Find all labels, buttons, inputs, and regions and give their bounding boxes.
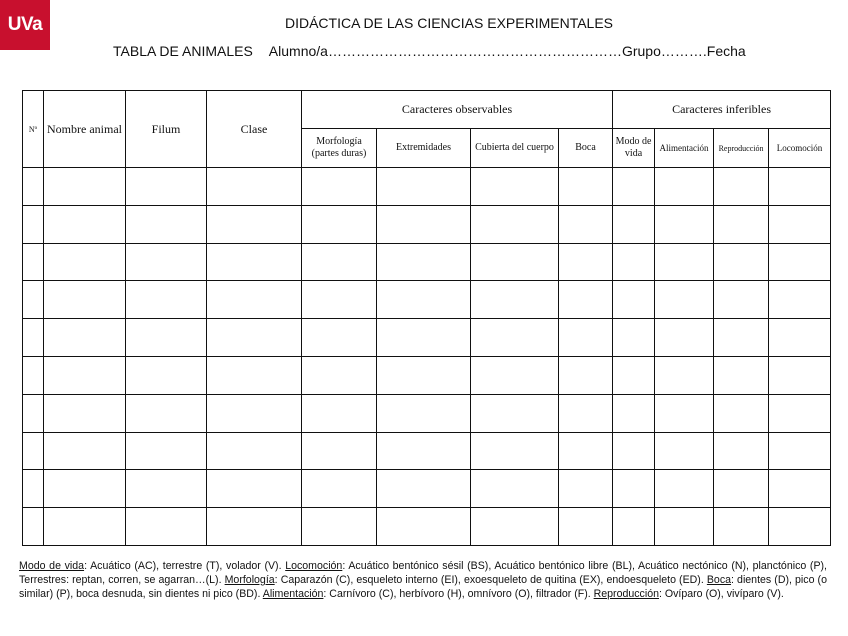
table-cell[interactable] <box>207 281 302 319</box>
table-cell[interactable] <box>207 243 302 281</box>
table-cell[interactable] <box>207 508 302 546</box>
table-cell[interactable] <box>126 470 207 508</box>
table-cell[interactable] <box>559 319 613 357</box>
table-cell[interactable] <box>714 281 769 319</box>
legend-modo-text: : Acuático (AC), terrestre (T), volador (V). <box>84 560 286 572</box>
table-cell[interactable] <box>23 243 44 281</box>
table-cell[interactable] <box>44 508 126 546</box>
table-cell[interactable] <box>207 168 302 206</box>
col-header-locomocion: Locomoción <box>769 129 831 168</box>
table-cell[interactable] <box>377 356 471 394</box>
table-cell[interactable] <box>44 243 126 281</box>
table-cell[interactable] <box>126 356 207 394</box>
table-cell[interactable] <box>377 508 471 546</box>
table-row <box>23 319 831 357</box>
table-cell[interactable] <box>471 356 559 394</box>
table-cell[interactable] <box>471 281 559 319</box>
group-header-observables: Caracteres observables <box>302 91 613 129</box>
table-cell[interactable] <box>471 432 559 470</box>
table-cell[interactable] <box>302 394 377 432</box>
table-body <box>23 168 831 546</box>
col-header-reproduccion: Reproducción <box>714 129 769 168</box>
table-cell[interactable] <box>126 168 207 206</box>
table-cell[interactable] <box>23 470 44 508</box>
table-cell[interactable] <box>769 205 831 243</box>
table-cell[interactable] <box>302 243 377 281</box>
table-cell[interactable] <box>714 319 769 357</box>
student-field-dots: ……………………………………………………… <box>327 43 622 59</box>
legend-reproduccion-text: : Ovíparo (O), vivíparo (V). <box>659 587 784 600</box>
col-header-nombre: Nombre animal <box>44 91 126 168</box>
table-cell[interactable] <box>559 394 613 432</box>
table-cell[interactable] <box>377 470 471 508</box>
table-cell[interactable] <box>302 508 377 546</box>
col-header-boca: Boca <box>559 129 613 168</box>
col-header-modo-vida: Modo de vida <box>613 129 655 168</box>
table-cell[interactable] <box>126 281 207 319</box>
legend-boca-text: : dientes (D), pico (o similar) (P), boca desnuda, sin dientes ni pico (BD). <box>19 573 827 600</box>
table-cell[interactable] <box>714 205 769 243</box>
table-cell[interactable] <box>613 281 655 319</box>
table-cell[interactable] <box>613 168 655 206</box>
table-cell[interactable] <box>769 470 831 508</box>
table-cell[interactable] <box>207 356 302 394</box>
table-cell[interactable] <box>613 356 655 394</box>
table-cell[interactable] <box>126 205 207 243</box>
table-cell[interactable] <box>714 432 769 470</box>
table-row <box>23 243 831 281</box>
table-cell[interactable] <box>655 281 714 319</box>
table-cell[interactable] <box>769 281 831 319</box>
table-cell[interactable] <box>207 432 302 470</box>
table-cell[interactable] <box>207 319 302 357</box>
table-cell[interactable] <box>769 243 831 281</box>
table-row <box>23 432 831 470</box>
legend-locomocion-label: Locomoción <box>285 560 343 572</box>
header-line <box>113 43 746 59</box>
animals-table <box>22 90 831 546</box>
table-cell[interactable] <box>613 470 655 508</box>
table-cell[interactable] <box>377 281 471 319</box>
table-cell[interactable] <box>377 432 471 470</box>
table-cell[interactable] <box>655 356 714 394</box>
table-cell[interactable] <box>714 356 769 394</box>
table-cell[interactable] <box>613 319 655 357</box>
legend <box>19 560 827 602</box>
table-cell[interactable] <box>769 319 831 357</box>
table-row <box>23 470 831 508</box>
table-cell[interactable] <box>377 168 471 206</box>
date-label: Fecha <box>706 43 746 59</box>
table-cell[interactable] <box>471 508 559 546</box>
table-cell[interactable] <box>207 394 302 432</box>
table-cell[interactable] <box>44 168 126 206</box>
table-cell[interactable] <box>126 508 207 546</box>
table-cell[interactable] <box>655 394 714 432</box>
table-cell[interactable] <box>471 319 559 357</box>
col-header-cubierta: Cubierta del cuerpo <box>471 129 559 168</box>
table-row <box>23 205 831 243</box>
table-cell[interactable] <box>769 508 831 546</box>
group-label: Grupo <box>621 43 661 59</box>
table-cell[interactable] <box>302 470 377 508</box>
legend-locomocion-text: : Acuático bentónico sésil (BS), Acuático bentónico libre (BL), Acuático nectónico (N), planctónico (P), Terrestres: reptan, corren, se agarran…(L). <box>19 560 827 586</box>
legend-alimentacion-text: : Carnívoro (C), herbívoro (H), omnívoro (O), filtrador (F). <box>323 587 594 600</box>
table-cell[interactable] <box>126 432 207 470</box>
col-header-number: Nº <box>23 91 44 168</box>
table-cell[interactable] <box>471 243 559 281</box>
col-header-alimentacion: Alimentación <box>655 129 714 168</box>
table-cell[interactable] <box>23 356 44 394</box>
table-cell[interactable] <box>769 356 831 394</box>
col-header-clase: Clase <box>207 91 302 168</box>
table-row <box>23 394 831 432</box>
table-cell[interactable] <box>44 432 126 470</box>
table-cell[interactable] <box>377 243 471 281</box>
table-cell[interactable] <box>44 319 126 357</box>
table-cell[interactable] <box>126 319 207 357</box>
table-cell[interactable] <box>655 168 714 206</box>
table-cell[interactable] <box>302 356 377 394</box>
table-row <box>23 508 831 546</box>
table-cell[interactable] <box>769 168 831 206</box>
legend-morfologia-label: Morfología <box>224 573 275 586</box>
table-cell[interactable] <box>655 205 714 243</box>
table-cell[interactable] <box>23 168 44 206</box>
table-cell[interactable] <box>655 432 714 470</box>
table-cell[interactable] <box>44 356 126 394</box>
table-cell[interactable] <box>714 243 769 281</box>
table-cell[interactable] <box>559 470 613 508</box>
student-label: Alumno/a <box>268 43 328 59</box>
table-cell[interactable] <box>126 243 207 281</box>
table-cell[interactable] <box>714 470 769 508</box>
table-cell[interactable] <box>377 205 471 243</box>
table-cell[interactable] <box>471 394 559 432</box>
table-cell[interactable] <box>559 243 613 281</box>
legend-boca-label: Boca <box>706 573 732 586</box>
table-cell[interactable] <box>559 508 613 546</box>
table-cell[interactable] <box>471 168 559 206</box>
table-row <box>23 356 831 394</box>
table-cell[interactable] <box>769 432 831 470</box>
table-cell[interactable] <box>613 508 655 546</box>
table-row <box>23 281 831 319</box>
table-cell[interactable] <box>559 205 613 243</box>
table-cell[interactable] <box>471 470 559 508</box>
table-cell[interactable] <box>302 432 377 470</box>
table-cell[interactable] <box>23 508 44 546</box>
table-cell[interactable] <box>655 243 714 281</box>
table-cell[interactable] <box>44 205 126 243</box>
uva-logo: UVa <box>0 0 50 50</box>
table-cell[interactable] <box>302 205 377 243</box>
group-field-dots: ………. <box>660 43 707 59</box>
table-cell[interactable] <box>23 432 44 470</box>
table-cell[interactable] <box>471 205 559 243</box>
document-title: DIDÁCTICA DE LAS CIENCIAS EXPERIMENTALES <box>284 15 614 31</box>
table-cell[interactable] <box>23 281 44 319</box>
col-header-morfologia: Morfología (partes duras) <box>302 129 377 168</box>
table-cell[interactable] <box>302 168 377 206</box>
table-cell[interactable] <box>559 356 613 394</box>
table-cell[interactable] <box>769 394 831 432</box>
table-cell[interactable] <box>44 470 126 508</box>
table-cell[interactable] <box>126 394 207 432</box>
table-cell[interactable] <box>655 319 714 357</box>
legend-alimentacion-label: Alimentación <box>262 587 324 600</box>
table-cell[interactable] <box>559 281 613 319</box>
col-header-filum: Filum <box>126 91 207 168</box>
col-header-extremidades: Extremidades <box>377 129 471 168</box>
table-cell[interactable] <box>613 432 655 470</box>
table-cell[interactable] <box>302 281 377 319</box>
table-cell[interactable] <box>714 508 769 546</box>
table-cell[interactable] <box>714 394 769 432</box>
table-cell[interactable] <box>207 205 302 243</box>
table-cell[interactable] <box>44 281 126 319</box>
table-cell[interactable] <box>613 205 655 243</box>
table-cell[interactable] <box>613 394 655 432</box>
table-label: TABLA DE ANIMALES <box>113 43 253 59</box>
table-cell[interactable] <box>377 394 471 432</box>
table-cell[interactable] <box>655 470 714 508</box>
legend-reproduccion-label: Reproducción <box>593 587 659 600</box>
legend-modo-label: Modo de vida <box>19 560 85 572</box>
legend-morfologia-text: : Caparazón (C), esqueleto interno (EI), exoesqueleto de quitina (EX), endoesqueleto (ED). <box>274 573 707 586</box>
table-cell[interactable] <box>207 470 302 508</box>
table-cell[interactable] <box>23 205 44 243</box>
table-cell[interactable] <box>23 394 44 432</box>
table-cell[interactable] <box>23 319 44 357</box>
table-cell[interactable] <box>655 508 714 546</box>
table-cell[interactable] <box>377 319 471 357</box>
table-cell[interactable] <box>302 319 377 357</box>
table-cell[interactable] <box>714 168 769 206</box>
table-cell[interactable] <box>613 243 655 281</box>
table-cell[interactable] <box>44 394 126 432</box>
group-header-inferibles: Caracteres inferibles <box>613 91 831 129</box>
table-cell[interactable] <box>559 168 613 206</box>
table-cell[interactable] <box>559 432 613 470</box>
table-row <box>23 168 831 206</box>
